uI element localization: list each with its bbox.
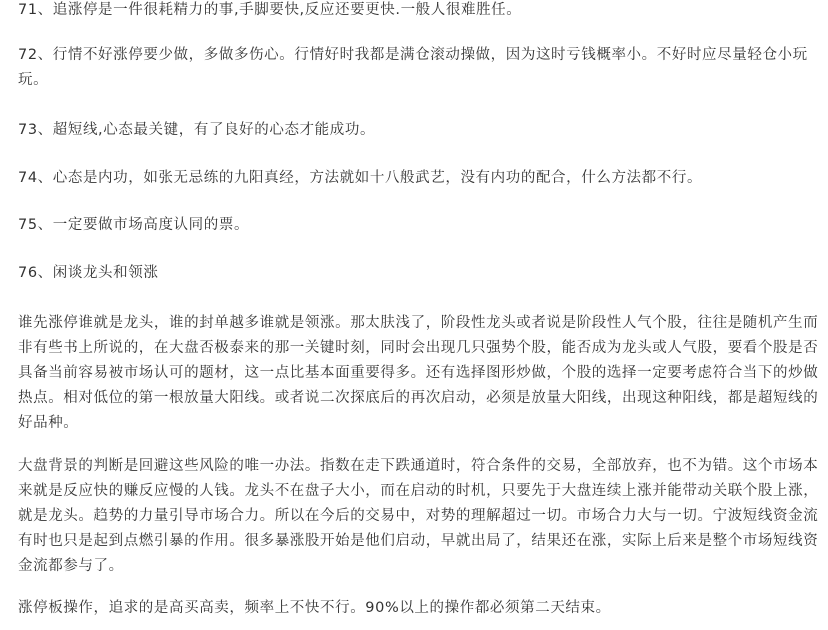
paragraph-limit-up-operation: 涨停板操作，追求的是高买高卖，频率上不快不行。90%以上的操作都必须第二天结束。: [18, 600, 611, 616]
paragraph-74: 74、心态是内功，如张无忌练的九阳真经，方法就如十八般武艺，没有内功的配合，什么方法都不行。: [18, 170, 703, 186]
paragraph-dragon-leader: 谁先涨停谁就是龙头，谁的封单越多谁就是领涨。那太肤浅了，阶段性龙头或者说是阶段性人气个股，往往是随机产生而非有些书上所说的，在大盘否极泰来的那一关键时刻，同时会出现几只强势个股，能否成为龙头或人气股，要看个股是否具备当前容易被市场认可的题材，这一点比基本面重要得多。还有选择图形炒做，个股的选择一定要考虑符合当下的炒做热点。相对低位的第一根放量大阳线。或者说二次探底后的再次启动，必须是放量大阳线，出现这种阳线，都是超短线的好品种。: [18, 315, 819, 431]
paragraph-market-background: 大盘背景的判断是回避这些风险的唯一办法。指数在走下跌通道时，符合条件的交易，全部放弃，也不为错。这个市场本来就是反应快的赚反应慢的人钱。龙头不在盘子大小，而在启动的时机，只要先于大盘连续上涨并能带动关联个股上涨，就是龙头。趋势的力量引导市场合力。所以在今后的交易中，对势的理解超过一切。市场合力大与一切。宁波短线资金流有时也只是起到点燃引暴的作用。很多暴涨股开始是他们启动，早就出局了，结果还在涨，实际上后来是整个市场短线资金流都参与了。: [18, 458, 819, 574]
paragraph-76-heading: 76、闲谈龙头和领涨: [18, 265, 159, 281]
paragraph-73: 73、超短线,心态最关键，有了良好的心态才能成功。: [18, 122, 376, 138]
paragraph-72: 72、行情不好涨停要少做，多做多伤心。行情好时我都是满仓滚动操做，因为这时亏钱概率小。不好时应尽量轻仓小玩玩。: [18, 47, 808, 88]
paragraph-71: 71、追涨停是一件很耗精力的事,手脚要快,反应还要更快.一般人很难胜任。: [18, 2, 522, 18]
paragraph-75: 75、一定要做市场高度认同的票。: [18, 217, 250, 233]
